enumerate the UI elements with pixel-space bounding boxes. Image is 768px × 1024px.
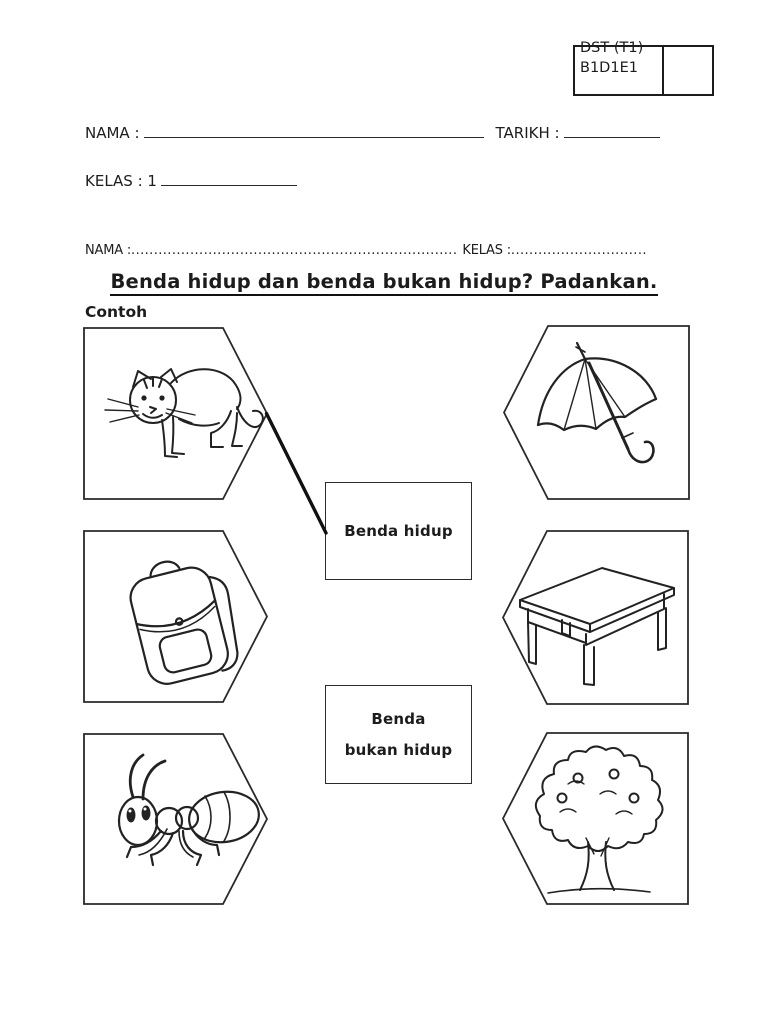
hexagon-umbrella[interactable]	[503, 325, 690, 500]
table-illustration	[502, 530, 689, 705]
nama2-label: NAMA :	[85, 243, 132, 258]
kelas2-dotted-line[interactable]: ..............................	[510, 243, 647, 258]
hexagon-ant[interactable]	[83, 733, 268, 905]
benda-bukan-label-line1: Benda	[371, 709, 426, 728]
example-label: Contoh	[85, 303, 148, 321]
nama-label: NAMA :	[85, 124, 140, 142]
code-line-2: B1D1E1	[580, 60, 638, 76]
nama-blank-line[interactable]	[144, 122, 484, 138]
benda-bukan-label-line2: bukan hidup	[344, 740, 453, 759]
ant-illustration	[83, 733, 268, 905]
hexagon-tree[interactable]	[502, 732, 689, 905]
cat-illustration	[83, 327, 268, 500]
code-box-empty-cell	[664, 47, 712, 94]
kelas-label: KELAS : 1	[85, 172, 157, 190]
code-box-left-cell	[575, 40, 664, 94]
benda-hidup-label: Benda hidup	[344, 522, 453, 540]
title-row	[0, 270, 768, 293]
hexagon-school-bag[interactable]	[83, 530, 268, 703]
umbrella-illustration	[503, 325, 690, 500]
dotted-name-class-row	[85, 243, 685, 258]
benda-bukan-hidup-box[interactable]	[325, 685, 472, 784]
tarikh-blank-line[interactable]	[564, 122, 660, 138]
code-line-1: DST (T1)	[580, 40, 644, 56]
nama2-dotted-line[interactable]: ........................................................................	[131, 243, 458, 258]
benda-hidup-box[interactable]	[325, 482, 472, 580]
page-title: Benda hidup dan benda bukan hidup? Padankan.	[110, 270, 657, 296]
example-match-line	[250, 398, 345, 543]
hexagon-cat[interactable]	[83, 327, 268, 500]
class-row	[85, 170, 297, 190]
tree-illustration	[502, 732, 689, 905]
kelas-blank-line[interactable]	[161, 170, 297, 186]
school-bag-illustration	[83, 530, 268, 703]
code-box	[573, 40, 714, 96]
name-date-row	[85, 122, 660, 142]
tarikh-label: TARIKH :	[495, 124, 560, 142]
hexagon-table[interactable]	[502, 530, 689, 705]
kelas2-label: KELAS :	[462, 243, 511, 258]
